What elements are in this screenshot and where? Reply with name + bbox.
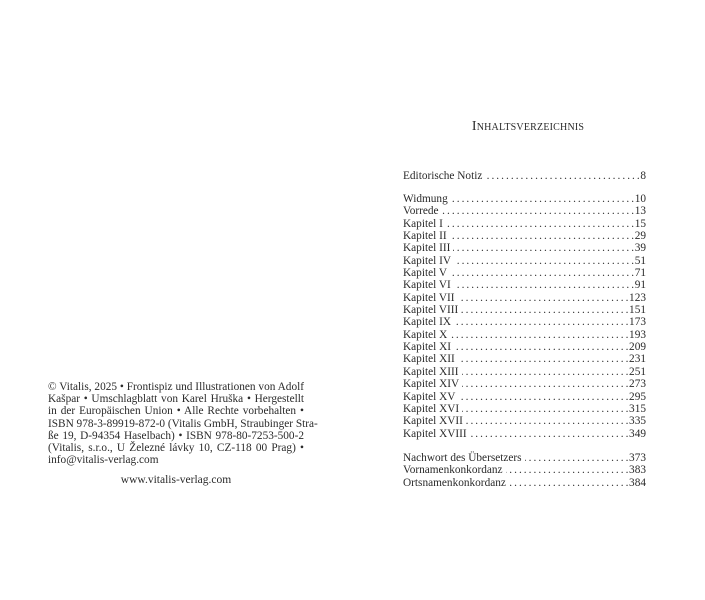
imprint-line: © Vitalis, 2025 • Frontispiz und Illustrationen von Adolf	[48, 381, 304, 393]
dot-leader	[462, 403, 628, 415]
toc-entry-page: 295	[629, 390, 646, 403]
toc-entry	[403, 205, 646, 217]
dot-leader	[454, 341, 628, 353]
toc-entry-page: 123	[629, 291, 646, 304]
dot-leader	[454, 279, 634, 291]
toc-entry	[403, 230, 646, 242]
toc-entry	[403, 391, 646, 403]
toc-entry-page: 209	[629, 341, 646, 354]
toc-entry-page: 173	[629, 316, 646, 329]
toc-entry-label: Vornamenkonkordanz	[403, 464, 503, 477]
toc-entry-page: 29	[634, 230, 646, 243]
toc-entry-page: 15	[634, 217, 646, 230]
dot-leader	[451, 193, 634, 205]
toc-entry-label: Nachwort des Übersetzers	[403, 452, 522, 464]
toc-entry-page: 39	[634, 242, 646, 255]
dot-leader	[525, 452, 628, 464]
dot-leader	[450, 329, 628, 341]
toc-entry	[403, 477, 646, 489]
imprint-block	[48, 381, 318, 467]
toc-entry-label: Kapitel IX	[403, 316, 451, 329]
toc-entry-page: 383	[629, 464, 646, 477]
toc-entry-page: 273	[629, 378, 646, 391]
toc-entry-label: Kapitel XIII	[403, 365, 459, 378]
dot-leader	[461, 304, 628, 316]
dot-leader	[450, 230, 634, 242]
toc-entry	[403, 415, 646, 427]
toc-entry	[403, 218, 646, 230]
toc-entry-label: Kapitel X	[403, 328, 448, 341]
toc-entry-page: 349	[629, 427, 646, 440]
dot-leader	[506, 464, 628, 476]
dot-leader	[458, 391, 628, 403]
toc-entry	[403, 353, 646, 365]
dot-leader	[446, 218, 634, 230]
toc-entry-page: 91	[634, 279, 646, 292]
toc-entry-label: Kapitel XII	[403, 353, 455, 366]
toc-entry-label: Kapitel III	[403, 242, 451, 255]
toc-entry	[403, 366, 646, 378]
dot-leader	[450, 267, 634, 279]
toc-entry-label: Kapitel II	[403, 230, 447, 243]
toc-entry-label: Kapitel I	[403, 217, 443, 230]
toc-entry-page: 373	[629, 452, 646, 464]
toc-entry-label: Kapitel XIV	[403, 378, 460, 391]
imprint-line: info@vitalis-verlag.com	[48, 454, 159, 467]
toc-entry-page: 193	[629, 328, 646, 341]
toc-entry	[403, 255, 646, 267]
toc-entry-label: Kapitel XI	[403, 341, 451, 354]
toc-entry-page: 51	[634, 254, 646, 267]
toc-entry	[403, 292, 646, 304]
toc-entry-page: 231	[629, 353, 646, 366]
toc-group-back	[403, 452, 646, 489]
toc-entry	[403, 304, 646, 316]
imprint-line: (Vitalis, s.r.o., U Železné lávky 10, CZ-118 00 Prag) •	[48, 441, 304, 454]
imprint-line: in der Europäischen Union • Alle Rechte vorbehalten •	[48, 405, 304, 418]
toc-entry	[403, 378, 646, 390]
toc-entry	[403, 464, 646, 476]
toc-entry	[403, 341, 646, 353]
toc-entry	[403, 452, 646, 464]
dot-leader	[453, 242, 633, 254]
dot-leader	[509, 477, 628, 489]
dot-leader	[485, 170, 639, 182]
toc-entry-label: Kapitel VII	[403, 291, 455, 304]
toc-entry-page: 10	[634, 193, 646, 205]
toc-entry-label: Kapitel XV	[403, 390, 456, 403]
toc-entry	[403, 428, 646, 440]
toc-entry	[403, 329, 646, 341]
toc-entry	[403, 170, 646, 182]
dot-leader	[470, 428, 628, 440]
toc-entry-label: Kapitel V	[403, 267, 448, 280]
toc-entry-label: Ortsnamenkonkordanz	[403, 476, 506, 489]
toc-entry-label: Widmung	[403, 193, 448, 205]
toc-entry	[403, 267, 646, 279]
dot-leader	[462, 366, 629, 378]
toc-entry-page: 151	[629, 304, 646, 317]
toc-entry	[403, 403, 646, 415]
toc-entry-page: 335	[629, 415, 646, 428]
toc-entry-label: Kapitel VI	[403, 279, 451, 292]
toc-entry	[403, 193, 646, 205]
imprint-line: ße 19, D-94354 Haselbach) • ISBN 978-80-7253-500-2	[48, 429, 304, 442]
toc-entry-label: Editorische Notiz	[403, 170, 483, 182]
dot-leader	[454, 316, 628, 328]
toc-entry-label: Kapitel XVII	[403, 415, 463, 428]
dot-leader	[458, 292, 628, 304]
toc-title: Inhaltsverzeichnis	[471, 119, 585, 134]
toc-group-chapters	[403, 193, 646, 440]
toc-entry-label: Kapitel IV	[403, 254, 451, 267]
toc-entry-page: 8	[640, 170, 646, 182]
toc-entry-page: 13	[634, 205, 646, 218]
dot-leader	[454, 255, 634, 267]
toc-entry-label: Kapitel XVI	[403, 402, 460, 415]
toc-entry-label: Vorrede	[403, 205, 439, 218]
toc-entry-label: Kapitel XVIII	[403, 427, 467, 440]
website-url: www.vitalis-verlag.com	[120, 474, 232, 486]
dot-leader	[442, 205, 634, 217]
toc-entry-page: 251	[629, 365, 646, 378]
toc-group-front	[403, 170, 646, 182]
dot-leader	[462, 378, 628, 390]
toc-entry-page: 384	[629, 476, 646, 489]
toc-entry	[403, 316, 646, 328]
toc-entry-label: Kapitel VIII	[403, 304, 459, 317]
toc-entry	[403, 279, 646, 291]
toc-entry-page: 315	[629, 402, 646, 415]
dot-leader	[458, 353, 628, 365]
imprint-line: ISBN 978-3-89919-872-0 (Vitalis GmbH, Straubinger Stra-	[48, 417, 318, 430]
imprint-line: Kašpar • Umschlagblatt von Karel Hruška • Hergestellt	[48, 393, 304, 406]
toc-entry	[403, 242, 646, 254]
toc-entry-page: 71	[634, 267, 646, 280]
dot-leader	[466, 415, 628, 427]
